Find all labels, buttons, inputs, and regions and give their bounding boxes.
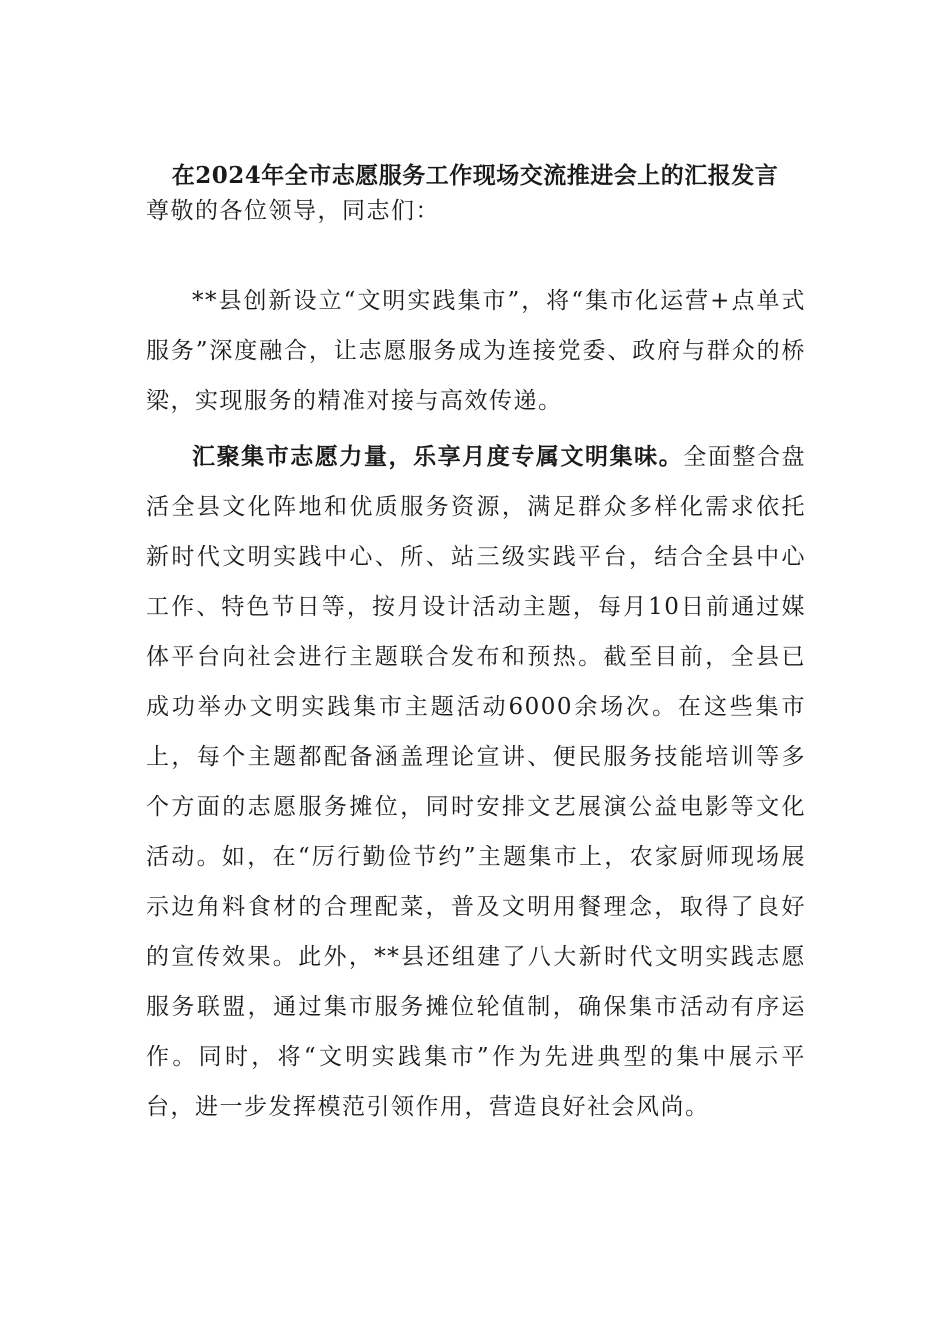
paragraph-intro-text: **县创新设立“文明实践集市”，将“集市化运营+点单式服务”深度融合，让志愿服务成为连接党委、政府与群众的桥梁，实现服务的精准对接与高效传递。 [146, 288, 806, 414]
paragraph-intro [146, 276, 806, 426]
salutation: 尊敬的各位领导，同志们： [146, 198, 440, 224]
document-title: 在2024年全市志愿服务工作现场交流推进会上的汇报发言 [171, 162, 779, 189]
paragraph-section-text: 全面整合盘活全县文化阵地和优质服务资源，满足群众多样化需求依托新时代文明实践中心、所、站三级实践平台，结合全县中心工作、特色节日等，按月设计活动主题，每月10日前通过媒体平台向社会进行主题联合发布和预热。截至目前，全县已成功举办文明实践集市主题活动6000余场次。在这些集市上，每个主题都配备涵盖理论宣讲、便民服务技能培训等多个方面的志愿服务摊位，同时安排文艺展演公益电影等文化活动。如，在“厉行勤俭节约”主题集市上，农家厨师现场展示边角料食材的合理配菜，普及文明用餐理念，取得了良好的宣传效果。此外，**县还组建了八大新时代文明实践志愿服务联盟，通过集市服务摊位轮值制，确保集市活动有序运作。同时，将“文明实践集市”作为先进典型的集中展示平台，进一步发挥模范引领作用，营造良好社会风尚。 [146, 444, 806, 1120]
paragraph-section [146, 432, 806, 1132]
section-heading: 汇聚集市志愿力量，乐享月度专属文明集味。 [192, 443, 684, 470]
